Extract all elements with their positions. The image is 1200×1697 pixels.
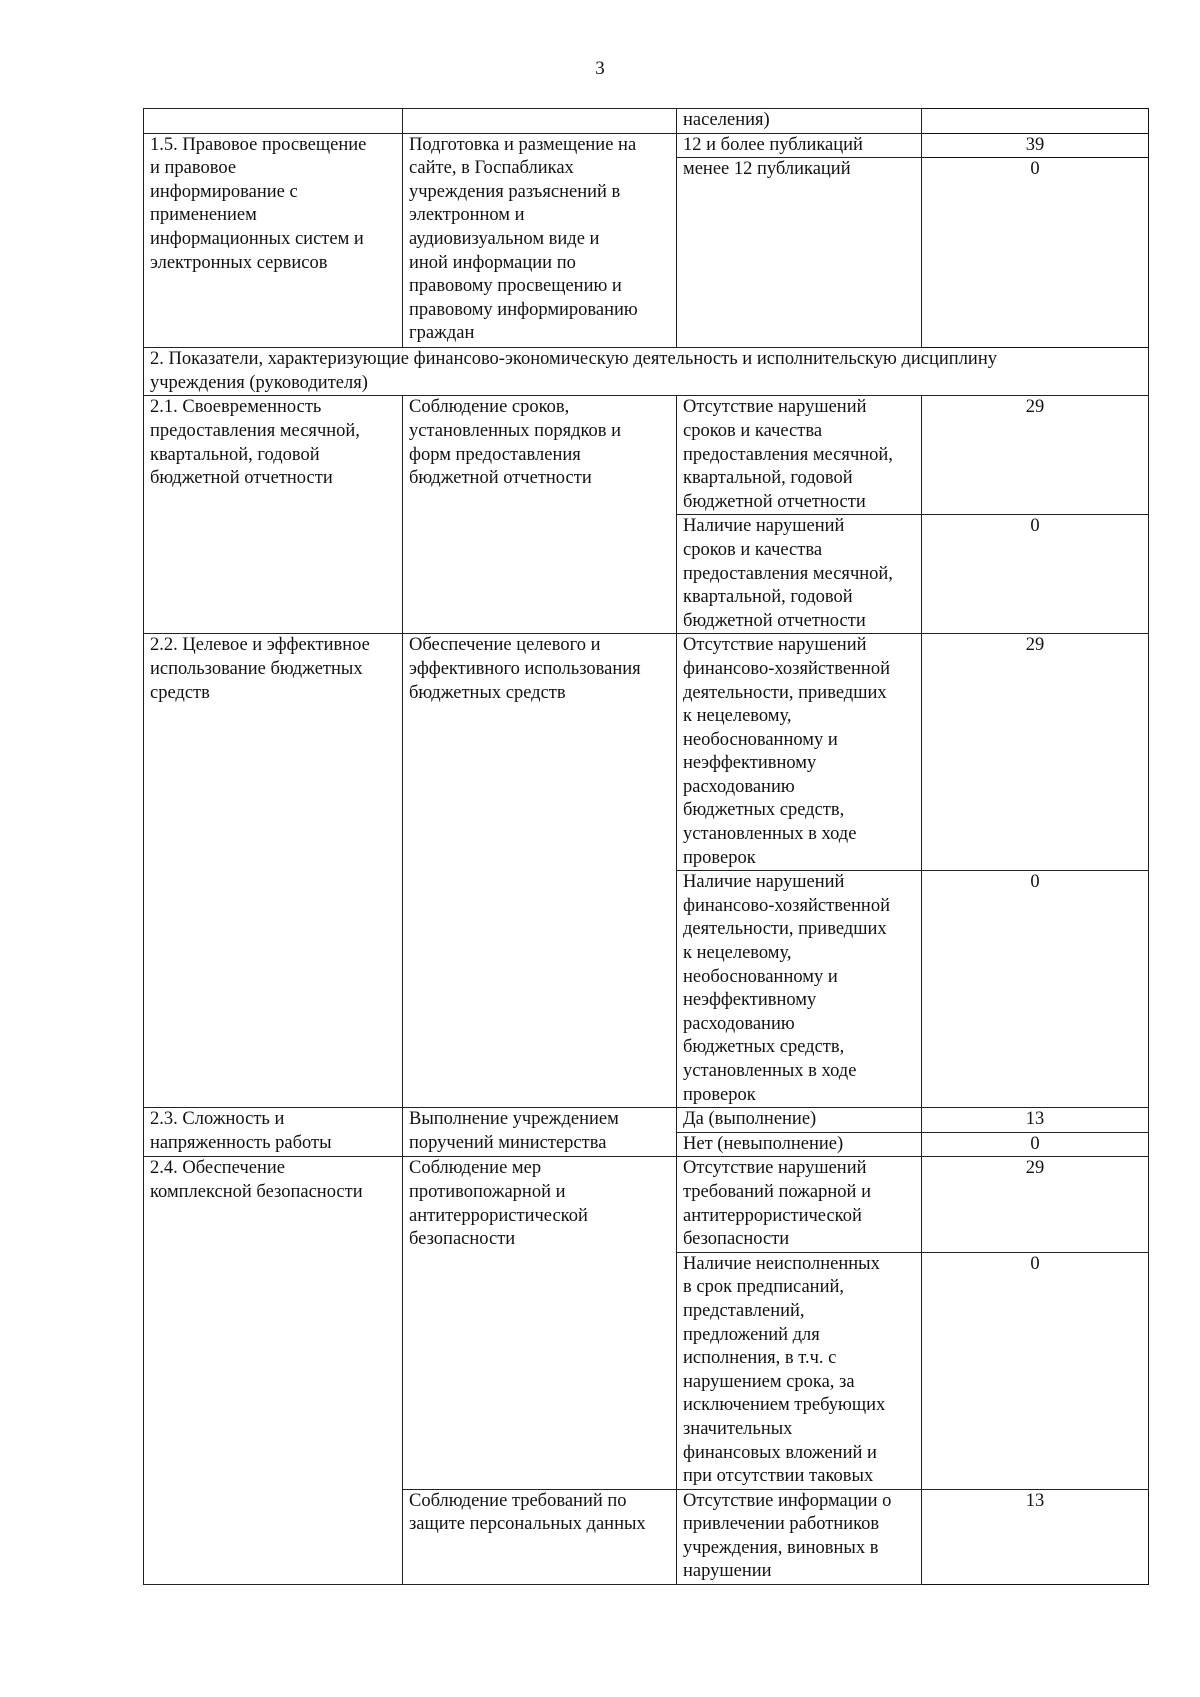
- cell-indicator: Обеспечение целевого и эффективного использования бюджетных средств: [403, 634, 677, 1108]
- criteria-table: [143, 108, 1149, 1585]
- cell-indicator: Соблюдение требований по защите персональных данных: [403, 1489, 677, 1584]
- cell-condition: Отсутствие нарушений финансово-хозяйственной деятельности, приведших к нецелевому, необоснованному и неэффективному расходованию бюджетных средств, установленных в ходе проверок: [677, 634, 922, 871]
- cell-points: 13: [922, 1108, 1149, 1133]
- cell-criterion: 2.3. Сложность и напряженность работы: [144, 1108, 403, 1157]
- cell-points: 29: [922, 396, 1149, 515]
- table-row: [144, 1157, 1149, 1252]
- cell-condition: населения): [677, 109, 922, 134]
- cell-criterion: [144, 109, 403, 134]
- cell-condition: Да (выполнение): [677, 1108, 922, 1133]
- table-row: [144, 109, 1149, 134]
- cell-indicator: Соблюдение мер противопожарной и антитеррористической безопасности: [403, 1157, 677, 1489]
- cell-points: 13: [922, 1489, 1149, 1584]
- cell-points: 0: [922, 871, 1149, 1108]
- cell-condition: Наличие нарушений финансово-хозяйственной деятельности, приведших к нецелевому, необоснованному и неэффективному расходованию бюджетных средств, установленных в ходе проверок: [677, 871, 922, 1108]
- table-row: [144, 634, 1149, 871]
- cell-points: 0: [922, 1252, 1149, 1489]
- cell-points: 0: [922, 158, 1149, 348]
- cell-condition: Наличие неисполненных в срок предписаний, представлений, предложений для исполнения, в т.ч. с нарушением срока, за исключением требующих значительных финансовых вложений и при отсутствии таковых: [677, 1252, 922, 1489]
- cell-points: 39: [922, 133, 1149, 158]
- cell-condition: Наличие нарушений сроков и качества предоставления месячной, квартальной, годовой бюджетной отчетности: [677, 515, 922, 634]
- cell-points: 29: [922, 1157, 1149, 1252]
- cell-points: 0: [922, 515, 1149, 634]
- table-row: [144, 1108, 1149, 1133]
- cell-points: 0: [922, 1132, 1149, 1157]
- cell-condition: менее 12 публикаций: [677, 158, 922, 348]
- cell-indicator: Подготовка и размещение на сайте, в Госпабликах учреждения разъяснений в электронном и аудиовизуальном виде и иной информации по правовому просвещению и правовому информированию граждан: [403, 133, 677, 348]
- cell-criterion: 2.1. Своевременность предоставления месячной, квартальной, годовой бюджетной отчетности: [144, 396, 403, 634]
- table-row: [144, 133, 1149, 158]
- cell-condition: Отсутствие нарушений сроков и качества предоставления месячной, квартальной, годовой бюджетной отчетности: [677, 396, 922, 515]
- cell-condition: Нет (невыполнение): [677, 1132, 922, 1157]
- cell-criterion: 1.5. Правовое просвещение и правовое информирование с применением информационных систем и электронных сервисов: [144, 133, 403, 348]
- cell-criterion: 2.4. Обеспечение комплексной безопасности: [144, 1157, 403, 1585]
- page-number: 3: [595, 58, 605, 79]
- cell-indicator: Соблюдение сроков, установленных порядков и форм предоставления бюджетной отчетности: [403, 396, 677, 634]
- table-row: [144, 348, 1149, 396]
- cell-condition: Отсутствие информации о привлечении работников учреждения, виновных в нарушении: [677, 1489, 922, 1584]
- cell-criterion: 2.2. Целевое и эффективное использование бюджетных средств: [144, 634, 403, 1108]
- cell-indicator: Выполнение учреждением поручений министерства: [403, 1108, 677, 1157]
- table-row: [144, 396, 1149, 515]
- cell-condition: 12 и более публикаций: [677, 133, 922, 158]
- section-heading: 2. Показатели, характеризующие финансово-экономическую деятельность и исполнительскую дисциплину учреждения (руководителя): [144, 348, 1149, 396]
- cell-condition: Отсутствие нарушений требований пожарной и антитеррористической безопасности: [677, 1157, 922, 1252]
- cell-indicator: [403, 109, 677, 134]
- cell-points: [922, 109, 1149, 134]
- cell-points: 29: [922, 634, 1149, 871]
